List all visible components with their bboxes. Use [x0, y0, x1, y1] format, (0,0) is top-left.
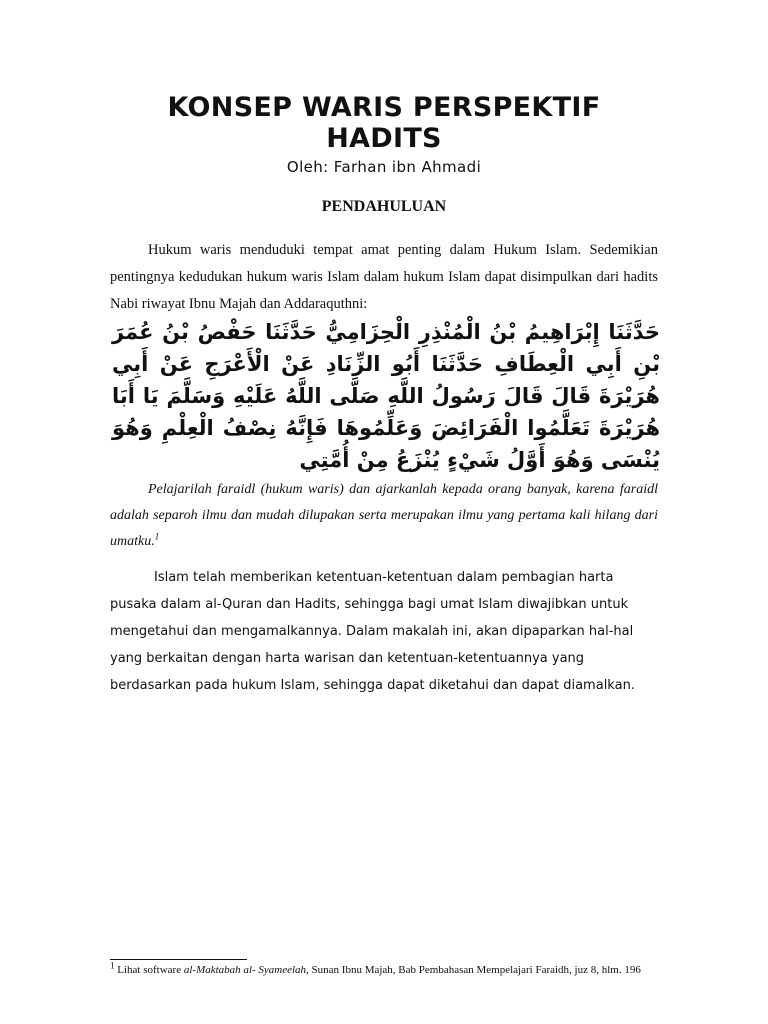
footnote-rest: , Sunan Ibnu Majah, Bab Pembahasan Mempelajari Faraidh, juz 8, hlm. 196 [306, 964, 641, 976]
footnote-reference[interactable]: 1 [154, 531, 160, 542]
hadith-translation [110, 477, 658, 555]
body-paragraph: Islam telah memberikan ketentuan-ketentuan dalam pembagian harta pusaka dalam al-Quran dan Hadits, sehingga bagi umat Islam diwajibkan untuk mengetahui dan mengamalkannya. Dalam makalah ini, akan dipaparkan hal-hal yang berkaitan dengan harta warisan dan ketentuan-ketentuannya yang berdasarkan pada hukum Islam, sehingga dapat diketahui dan dapat diamalkan. [110, 570, 635, 693]
document-title: KONSEP WARIS PERSPEKTIF HADITS [167, 92, 601, 154]
author-line: Oleh: Farhan ibn Ahmadi [286, 158, 482, 176]
hadith-arabic-text: حَدَّثَنَا إِبْرَاهِيمُ بْنُ الْمُنْذِرِ الْحِزَامِيُّ حَدَّثَنَا حَفْصُ بْنُ عُمَرَ بْنِ أَبِي الْعِطَافِ حَدَّثَنَا أَبُو الزِّنَادِ عَنْ الْأَعْرَجِ عَنْ أَبِي هُرَيْرَةَ قَالَ قَالَ رَسُولُ اللَّهِ صَلَّى اللَّهُ عَلَيْهِ وَسَلَّمَ يَا أَبَا هُرَيْرَةَ تَعَلَّمُوا الْفَرَائِضَ وَعَلِّمُوهَا فَإِنَّهُ نِصْفُ الْعِلْمِ وَهُوَ يُنْسَى وَهُوَ أَوَّلُ شَيْءٍ يُنْزَعُ مِنْ أُمَّتِي [112, 320, 660, 472]
footnote-prefix: Lihat software [114, 964, 184, 976]
footnote-separator [110, 959, 247, 960]
section-heading: PENDAHULUAN [321, 198, 447, 215]
footnote-source-title: al-Maktabah al- Syameelah [183, 964, 307, 976]
footnote-number: 1 [110, 960, 115, 971]
intro-paragraph: Hukum waris menduduki tempat amat penting dalam Hukum Islam. Sedemikian pentingnya kedudukan hukum waris Islam dalam hukum Islam dapat disimpulkan dari hadits Nabi riwayat Ibnu Majah dan Addaraquthni: [110, 242, 658, 312]
translation-text: Pelajarilah faraidl (hukum waris) dan ajarkanlah kepada orang banyak, karena faraidl adalah separoh ilmu dan mudah dilupakan serta merupakan ilmu yang pertama kali hilang dari umatku. [110, 482, 658, 549]
footnote [110, 960, 660, 978]
